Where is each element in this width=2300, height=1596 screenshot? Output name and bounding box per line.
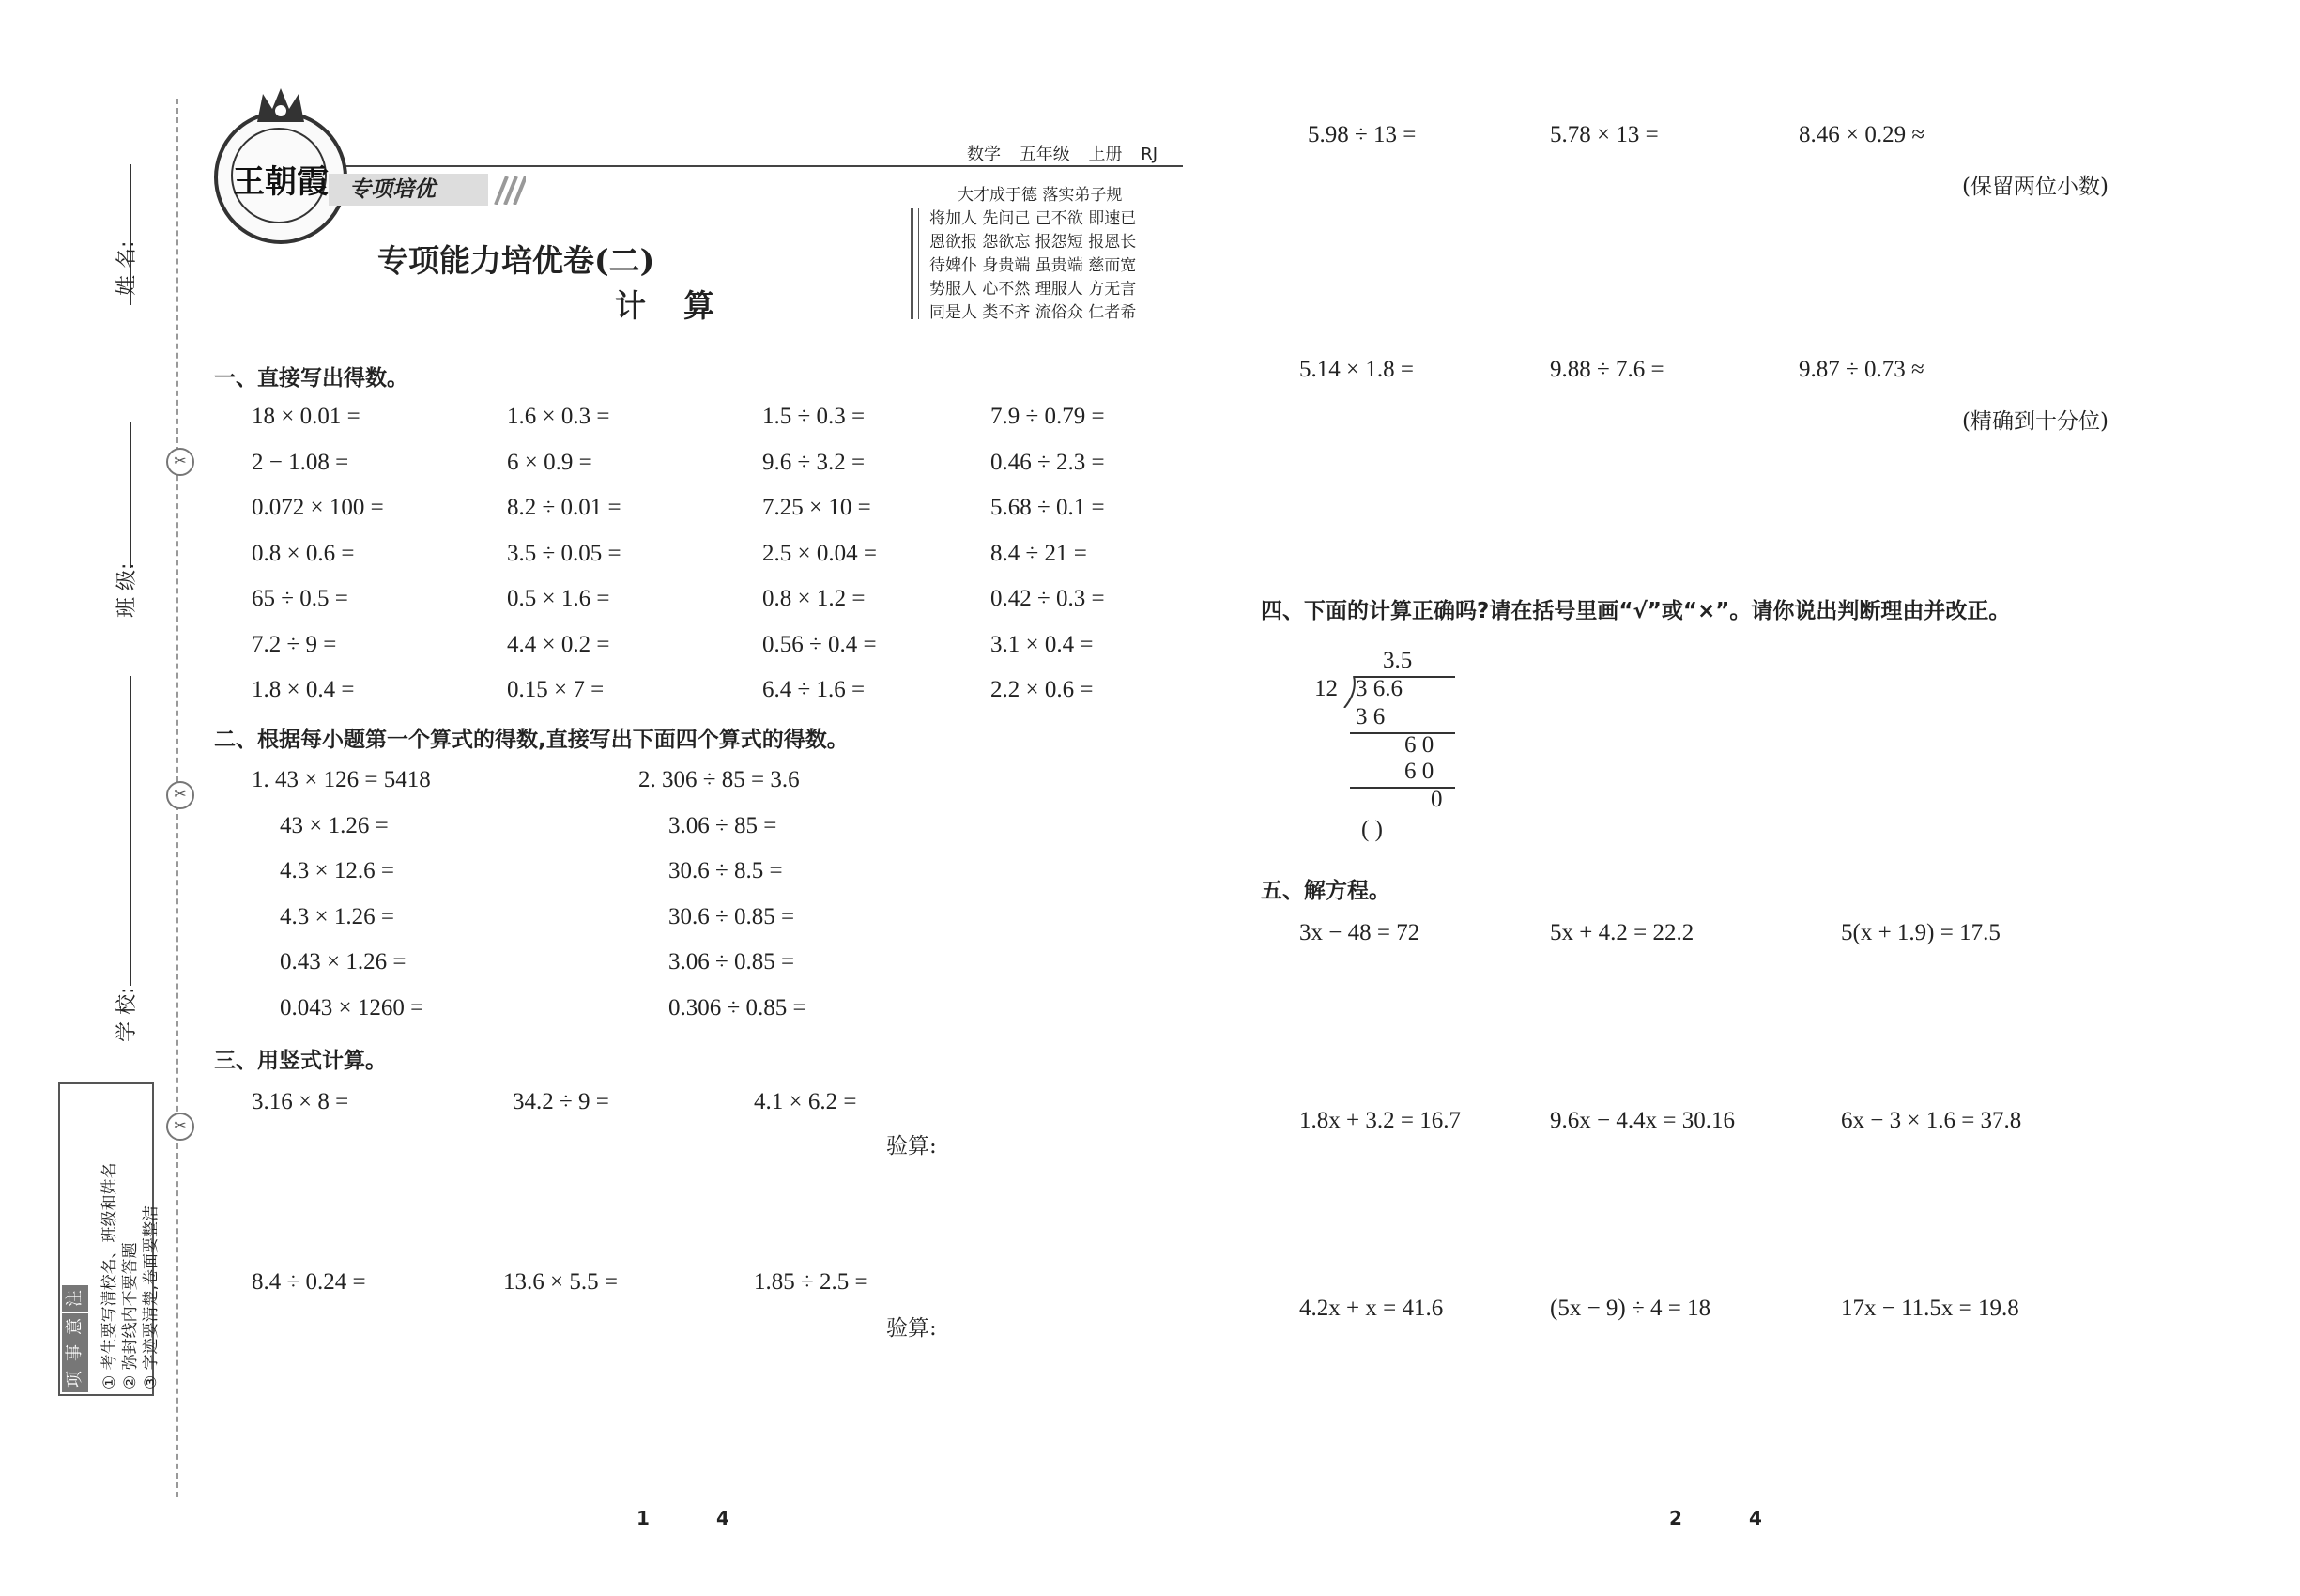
long-division (1314, 648, 1464, 864)
page-number: 1 (636, 1507, 650, 1529)
brand-logo (214, 111, 347, 244)
class-fill-line[interactable] (130, 422, 131, 568)
oral-problem: 0.072 × 100 = (252, 495, 384, 520)
notes-tag-char: 事 (62, 1340, 88, 1366)
volume-label: 上册 (1088, 145, 1123, 164)
problem: 1.85 ÷ 2.5 = (754, 1269, 868, 1295)
oral-problem: 2 − 1.08 = (252, 449, 349, 475)
note-line: ③ 字迹要清楚,卷面要整洁 (142, 1205, 161, 1389)
motto-title: 大才成于德 落实弟子规 (958, 186, 1123, 205)
oral-problem: 3.5 ÷ 0.05 = (507, 540, 621, 566)
exam-notes-box (58, 1082, 161, 1396)
school-fill-line[interactable] (130, 676, 131, 986)
oral-problem: 0.8 × 1.2 = (762, 586, 866, 611)
motto-line: 将加人 先问己 己不欲 即速已 (929, 209, 1137, 228)
section-1-heading: 一、直接写出得数。 (214, 366, 408, 391)
subject-info (967, 141, 1171, 165)
derived-problem: 0.306 ÷ 0.85 = (668, 994, 806, 1021)
problem: 13.6 × 5.5 = (503, 1269, 618, 1295)
derived-problem: 30.6 ÷ 8.5 = (668, 858, 783, 883)
oral-problem: 7.2 ÷ 9 = (252, 631, 337, 657)
oral-problem: 8.4 ÷ 21 = (990, 540, 1087, 566)
division-remainder: 0 (1431, 787, 1443, 812)
subject-label: 数学 (967, 145, 1001, 164)
derived-problem: 0.043 × 1260 = (280, 994, 424, 1021)
oral-problem: 6.4 ÷ 1.6 = (762, 677, 866, 702)
derived-problem: 4.3 × 1.26 = (280, 903, 394, 929)
oral-problem: 6 × 0.9 = (507, 449, 592, 475)
division-rule (1350, 732, 1455, 734)
page-number: 2 (1669, 1507, 1682, 1529)
division-divisor: 12 (1314, 676, 1338, 701)
derived-problem: 3.06 ÷ 0.85 = (668, 949, 795, 974)
edition-label: RJ (1141, 145, 1158, 164)
note-line: ② 弥封线内不要答题 (121, 1242, 140, 1389)
series-ribbon: 专项培优 (329, 174, 488, 206)
motto-line: 恩欲报 怨欲忘 报怨短 报恩长 (929, 233, 1137, 252)
section-2-heading: 二、根据每小题第一个算式的得数,直接写出下面四个算式的得数。 (214, 728, 849, 752)
equation: 6x − 3 × 1.6 = 37.8 (1841, 1108, 2022, 1133)
problem: 5.98 ÷ 13 = (1308, 122, 1417, 147)
equation: 5(x + 1.9) = 17.5 (1841, 920, 2001, 945)
problem: 8.4 ÷ 0.24 = (252, 1269, 366, 1295)
oral-problem: 0.8 × 0.6 = (252, 540, 355, 566)
notes-tag (60, 1084, 90, 1394)
problem: 3.16 × 8 = (252, 1089, 349, 1114)
motto-block (929, 184, 1136, 325)
section-5-heading: 五、解方程。 (1261, 879, 1390, 903)
check-label: 验算: (886, 1316, 937, 1341)
crown-icon (255, 86, 306, 124)
oral-problem: 5.68 ÷ 0.1 = (990, 495, 1105, 520)
grade-label: 五年级 (1019, 145, 1070, 164)
notes-tag-char: 注 (62, 1285, 88, 1312)
oral-problem: 0.42 ÷ 0.3 = (990, 586, 1105, 611)
scissors-icon: ✂ (166, 781, 194, 809)
oral-problem: 7.9 ÷ 0.79 = (990, 404, 1105, 429)
derived-problem: 43 × 1.26 = (280, 812, 389, 838)
problem: 4.1 × 6.2 = (754, 1089, 857, 1114)
equation: 9.6x − 4.4x = 30.16 (1550, 1108, 1735, 1133)
motto-line: 势服人 心不然 理服人 方无言 (929, 280, 1137, 299)
notes-tag-char: 意 (62, 1313, 88, 1340)
scissors-icon: ✂ (166, 1113, 194, 1141)
derived-problem: 1. 43 × 126 = 5418 (252, 767, 431, 792)
oral-problem: 4.4 × 0.2 = (507, 631, 610, 657)
oral-problem: 65 ÷ 0.5 = (252, 586, 348, 611)
problem: 8.46 × 0.29 ≈ (1799, 122, 1925, 147)
class-label: 班 级: (115, 562, 139, 618)
equation: 1.8x + 3.2 = 16.7 (1299, 1108, 1461, 1133)
problem: 34.2 ÷ 9 = (513, 1089, 609, 1114)
oral-problem: 0.46 ÷ 2.3 = (990, 449, 1105, 475)
rounding-note: (精确到十分位) (1962, 409, 2108, 434)
division-dividend: 3 6.6 (1356, 676, 1403, 701)
problem: 9.87 ÷ 0.73 ≈ (1799, 357, 1924, 382)
rounding-note: (保留两位小数) (1962, 175, 2108, 199)
oral-problem: 3.1 × 0.4 = (990, 631, 1094, 657)
section-3-heading: 三、用竖式计算。 (214, 1049, 387, 1073)
division-step: 6 0 (1404, 732, 1434, 758)
problem: 9.88 ÷ 7.6 = (1550, 357, 1664, 382)
scissors-icon: ✂ (166, 448, 194, 476)
judgement-blank[interactable]: ( ) (1361, 817, 1383, 842)
header-rule (338, 165, 1183, 167)
page-total: 4 (716, 1507, 729, 1529)
division-quotient: 3.5 (1383, 648, 1413, 673)
oral-problem: 8.2 ÷ 0.01 = (507, 495, 621, 520)
equation: 5x + 4.2 = 22.2 (1550, 920, 1694, 945)
equation: 3x − 48 = 72 (1299, 920, 1420, 945)
equation: (5x − 9) ÷ 4 = 18 (1550, 1296, 1711, 1321)
oral-problem: 0.5 × 1.6 = (507, 586, 610, 611)
section-4-heading: 四、下面的计算正确吗?请在括号里画“√”或“×”。请你说出判断理由并改正。 (1261, 599, 2011, 623)
oral-problem: 18 × 0.01 = (252, 404, 360, 429)
oral-problem: 2.2 × 0.6 = (990, 677, 1094, 702)
oral-problem: 1.8 × 0.4 = (252, 677, 355, 702)
oral-problem: 1.6 × 0.3 = (507, 404, 610, 429)
oral-problem: 0.56 ÷ 0.4 = (762, 631, 877, 657)
oral-problem: 2.5 × 0.04 = (762, 540, 877, 566)
oral-problem: 0.15 × 7 = (507, 677, 605, 702)
derived-problem: 30.6 ÷ 0.85 = (668, 903, 795, 929)
motto-bar-thin (918, 208, 919, 319)
paper-title: 专项能力培优卷(二) (377, 242, 655, 279)
derived-problem: 3.06 ÷ 85 = (668, 812, 777, 838)
oral-problem: 9.6 ÷ 3.2 = (762, 449, 866, 475)
school-label: 学 校: (115, 987, 139, 1042)
division-step: 3 6 (1356, 704, 1386, 729)
motto-bar (911, 208, 913, 319)
motto-line: 同是人 类不齐 流俗众 仁者希 (929, 303, 1137, 322)
problem: 5.78 × 13 = (1550, 122, 1659, 147)
oral-problem: 7.25 × 10 = (762, 495, 871, 520)
ribbon-stripes (488, 176, 526, 205)
derived-problem: 4.3 × 12.6 = (280, 858, 394, 883)
derived-problem: 0.43 × 1.26 = (280, 949, 406, 974)
motto-line: 待婢仆 身贵端 虽贵端 慈而宽 (929, 256, 1137, 275)
brand-name: 王朝霞 (233, 163, 329, 201)
equation: 4.2x + x = 41.6 (1299, 1296, 1444, 1321)
note-line: ① 考生要写清校名、班级和姓名 (100, 1162, 119, 1389)
notes-tag-char: 项 (62, 1366, 88, 1392)
division-step: 6 0 (1404, 759, 1434, 784)
page-total: 4 (1749, 1507, 1762, 1529)
name-label: 姓 名: (115, 240, 139, 296)
problem: 5.14 × 1.8 = (1299, 357, 1414, 382)
paper-subtitle: 计算 (615, 287, 752, 324)
equation: 17x − 11.5x = 19.8 (1841, 1296, 2019, 1321)
check-label: 验算: (886, 1134, 937, 1159)
oral-problem: 1.5 ÷ 0.3 = (762, 404, 866, 429)
derived-problem: 2. 306 ÷ 85 = 3.6 (638, 767, 800, 792)
